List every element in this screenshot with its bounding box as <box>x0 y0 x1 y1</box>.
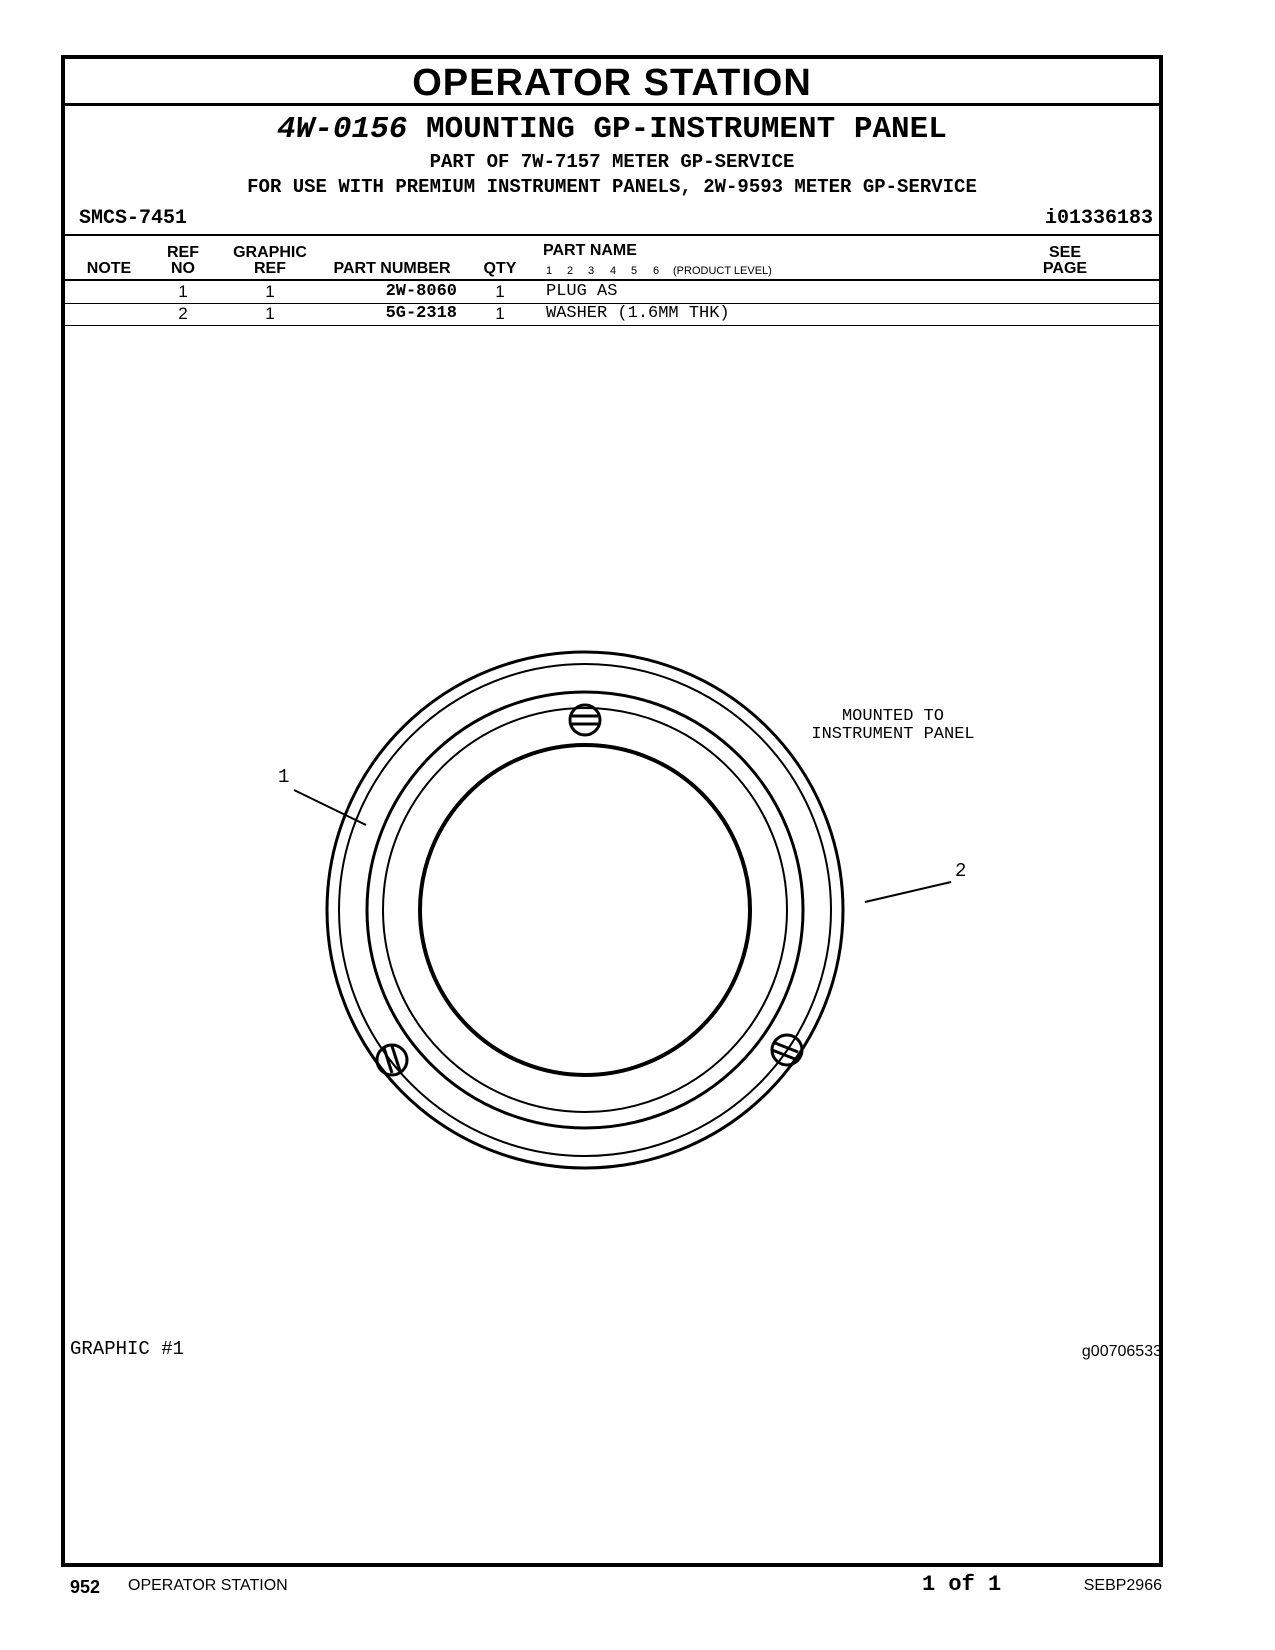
mounting-note: MOUNTED TO INSTRUMENT PANEL <box>811 707 975 744</box>
group-part-number: 4W-0156 <box>277 112 408 147</box>
group-name: MOUNTING GP-INSTRUMENT PANEL <box>425 112 947 147</box>
footer-pagination: 1 of 1 <box>922 1572 1002 1597</box>
cell-ref-no: 2 <box>178 304 188 323</box>
footer-document-id: SEBP2966 <box>1083 1577 1162 1594</box>
footer-section: OPERATOR STATION <box>128 1577 288 1594</box>
header-ref-no: REF NO <box>167 244 199 277</box>
cell-part-name: PLUG AS <box>546 282 618 301</box>
group-title <box>65 112 1159 147</box>
cell-qty: 1 <box>495 282 505 301</box>
for-use-line: FOR USE WITH PREMIUM INSTRUMENT PANELS, 2W-9593 METER GP-SERVICE <box>247 176 977 198</box>
header-part-name: PART NAME <box>543 242 637 259</box>
cell-graphic-ref: 1 <box>265 304 275 323</box>
document-identifier: i01336183 <box>1044 207 1153 230</box>
header-bottom-rule <box>65 279 1159 281</box>
callout-1-label: 1 <box>278 766 290 788</box>
cell-graphic-ref: 1 <box>265 282 275 301</box>
cell-part-name: WASHER (1.6MM THK) <box>546 304 730 323</box>
section-title: OPERATOR STATION <box>65 59 1159 106</box>
smcs-code: SMCS-7451 <box>79 207 188 230</box>
callout-2-label: 2 <box>955 860 967 882</box>
footer-page-number: 952 <box>70 1577 101 1597</box>
header-qty: QTY <box>483 260 517 277</box>
part-of-line: PART OF 7W-7157 METER GP-SERVICE <box>429 151 795 173</box>
row-rule <box>65 325 1159 326</box>
graphic-label: GRAPHIC #1 <box>70 1338 185 1360</box>
page-frame: OPERATOR STATION 4W-0156 MOUNTING GP-INSTRUMENT PANEL PART OF 7W-7157 METER GP-SERVICE FOR USE WITH PREMIUM INSTRUMENT PANELS, 2W-9593 METER GP-SERVICE SMCS-7451 i01336183 NOTE REF NO GRAPHIC REF PART NUMBER QTY PART NAME 1 2 3 4 5 6 (PRODUCT LEVEL) SEE PAGE 1 1 2W-8060 1 PLUG AS 2 1 5G-2318 1 WASHER (1.6MM THK) <box>61 55 1163 1567</box>
header-see-page: SEE PAGE <box>1042 244 1088 277</box>
graphic-id: g00706533 <box>1081 1343 1162 1360</box>
cell-part-number: 5G-2318 <box>385 304 457 323</box>
header-graphic-ref: GRAPHIC REF <box>233 244 307 277</box>
cell-ref-no: 1 <box>178 282 188 301</box>
header-note: NOTE <box>86 260 132 277</box>
cell-part-number: 2W-8060 <box>385 282 457 301</box>
table-top-rule <box>65 234 1159 236</box>
cell-qty: 1 <box>495 304 505 323</box>
header-part-number: PART NUMBER <box>333 260 451 277</box>
